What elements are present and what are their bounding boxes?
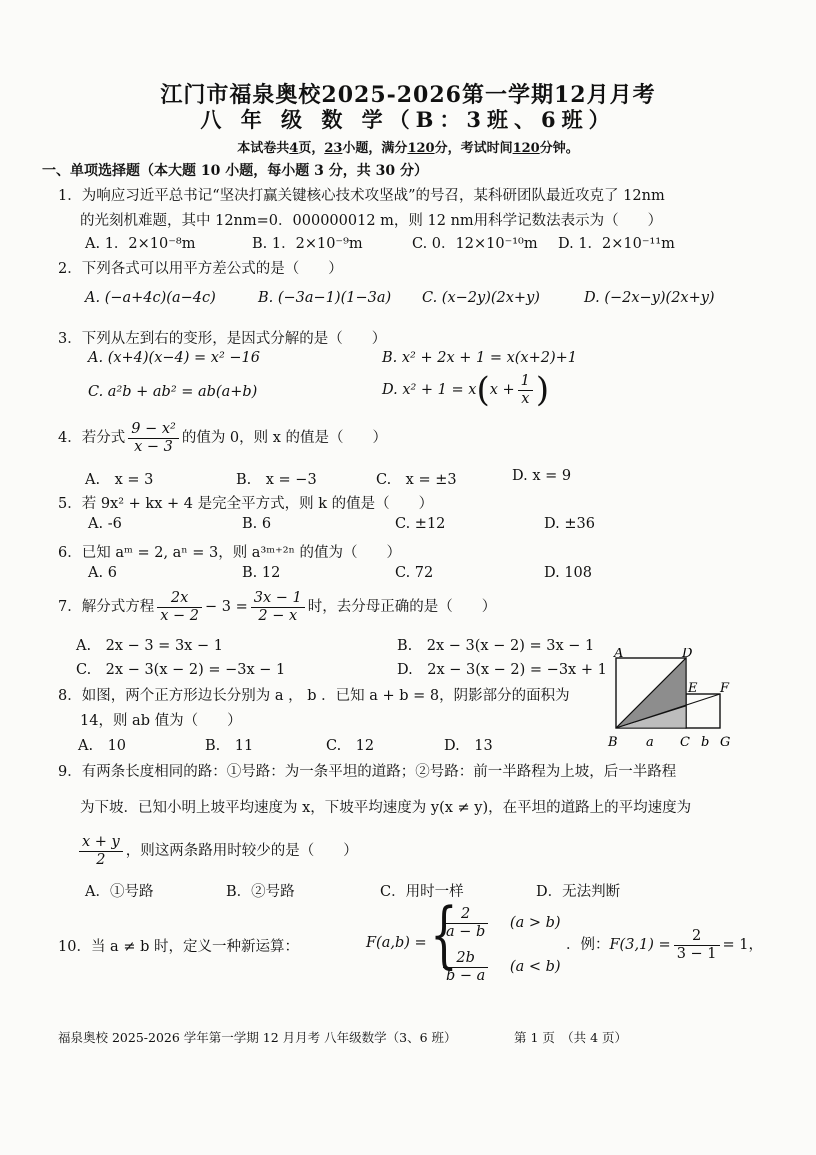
note-pages: 4 xyxy=(289,141,299,156)
q10-c2-cond: (a < b) xyxy=(509,959,561,976)
label-d-point: D xyxy=(682,648,693,661)
q4-option-c: C. x = ±3 xyxy=(376,472,457,488)
q8-option-d: D. 13 xyxy=(444,738,493,754)
q6-option-a: A. 6 xyxy=(88,565,117,581)
q1-option-d: D. 1．2×10⁻¹¹m xyxy=(558,236,675,252)
label-a-point: A xyxy=(614,648,624,661)
q10-c2-num: 2b xyxy=(443,950,488,968)
q3-d-den: x xyxy=(521,390,530,407)
q10-ex-f: F(3,1) = xyxy=(609,937,671,954)
q6-option-d: D. 108 xyxy=(544,565,593,581)
q10-func: F(a,b) = xyxy=(366,935,427,951)
q7-post: 时，去分母正确的是（ ） xyxy=(307,599,497,616)
q5-stem: 5．若 9x² + kx + 4 是完全平方式，则 k 的值是（ ） xyxy=(58,496,434,512)
q4-option-a: A. x = 3 xyxy=(85,472,154,488)
q3-d-x: x + xyxy=(489,382,515,398)
q4-stem xyxy=(58,421,387,455)
label-f-point: F xyxy=(720,681,730,696)
q10-case2 xyxy=(440,950,561,984)
exam-note xyxy=(0,137,816,156)
q9-line3-text: ，则这两条路用时较少的是（ ） xyxy=(125,843,358,860)
q8-line2: 14，则 ab 值为（ ） xyxy=(80,713,242,729)
section-heading: 一、单项选择题（本大题 10 小题，每小题 3 分，共 30 分） xyxy=(42,163,428,179)
q3-option-b: B. x² + 2x + 1 = x(x+2)+1 xyxy=(382,350,578,366)
note-q-unit: 小题，满分 xyxy=(342,141,408,156)
q3-option-a: A. (x+4)(x−4) = x² −16 xyxy=(88,350,260,366)
note-questions: 23 xyxy=(324,141,343,156)
exam-subtitle: 八 年 级 数 学（B：3班、6班） xyxy=(200,107,616,132)
q7-den1: x − 2 xyxy=(160,607,200,624)
q3-d-left: D. x² + 1 = x xyxy=(382,382,477,398)
q4-option-d: D. x = 9 xyxy=(512,468,572,484)
q4-den: x − 3 xyxy=(134,438,173,455)
q7-num1: 2x xyxy=(157,590,202,608)
footer-left: 福泉奥校 2025-2026 学年第一学期 12 月月考 八年级数学（3、6 班） xyxy=(58,1030,457,1045)
q7-option-a: A. 2x − 3 = 3x − 1 xyxy=(76,638,223,654)
q9-line1: 9．有两条长度相同的路：①号路：为一条平坦的道路；②号路：前一半路程为上坡，后一半路程 xyxy=(58,764,677,780)
exam-title: 江门市福泉奥校2025-2026第一学期12月月考 xyxy=(160,82,656,108)
note-time-unit: 分钟。 xyxy=(539,141,579,156)
q9-option-b: B．②号路 xyxy=(226,884,295,900)
q10-c1-den: a − b xyxy=(446,923,486,940)
q9-option-a: A．①号路 xyxy=(85,884,154,900)
q2-option-d: D. (−2x−y)(2x+y) xyxy=(584,290,715,306)
q3-option-d xyxy=(382,370,549,410)
q5-option-b: B. 6 xyxy=(242,516,272,532)
q10-case1 xyxy=(440,906,561,940)
q9-option-c: C．用时一样 xyxy=(380,884,464,900)
q1-option-b: B. 1．2×10⁻⁹m xyxy=(252,236,363,252)
q8-option-c: C. 12 xyxy=(326,738,375,754)
q8-option-b: B. 11 xyxy=(205,738,254,754)
q9-den: 2 xyxy=(96,851,106,868)
q9-line2: 为下坡．已知小明上坡平均速度为 x，下坡平均速度为 y(x ≠ y)，在平坦的道路上的平均速度为 xyxy=(80,800,692,816)
q5-option-a: A. -6 xyxy=(88,516,122,532)
q4-num: 9 − x² xyxy=(128,421,179,439)
q5-option-c: C. ±12 xyxy=(395,516,446,532)
q2-option-b: B. (−3a−1)(1−3a) xyxy=(258,290,392,306)
q7-num2: 3x − 1 xyxy=(251,590,305,608)
label-b-length: b xyxy=(701,735,710,750)
q9-line3 xyxy=(76,834,358,868)
label-a-length: a xyxy=(646,735,654,750)
q9-num: x + y xyxy=(79,834,123,852)
q3-stem: 3．下列从左到右的变形，是因式分解的是（ ） xyxy=(58,331,387,347)
q3-option-c: C. a²b + ab² = ab(a+b) xyxy=(88,384,258,400)
q7-option-b: B. 2x − 3(x − 2) = 3x − 1 xyxy=(397,638,595,654)
q10-pre: 10．当 a ≠ b 时，定义一种新运算： xyxy=(58,939,299,955)
label-e-point: E xyxy=(688,681,698,696)
q6-option-b: B. 12 xyxy=(242,565,281,581)
q5-option-d: D. ±36 xyxy=(544,516,595,532)
q2-option-c: C. (x−2y)(2x+y) xyxy=(422,290,540,306)
q2-option-a: A. (−a+4c)(a−4c) xyxy=(85,290,216,306)
q7-pre: 7．解分式方程 xyxy=(58,599,155,616)
q7-option-d: D. 2x − 3(x − 2) = −3x + 1 xyxy=(397,662,607,678)
q4-pre: 4．若分式 xyxy=(58,430,126,447)
q3-d-rparen: ) xyxy=(535,370,550,410)
q1-line2: 的光刻机难题，其中 12nm=0．000000012 m，则 12 nm用科学记数法表示为（ ） xyxy=(80,213,663,229)
q1-option-c: C. 0．12×10⁻¹⁰m xyxy=(412,236,538,252)
note-time: 120 xyxy=(512,141,540,156)
note-score: 120 xyxy=(407,141,435,156)
q10-c2-den: b − a xyxy=(446,967,486,984)
q1-line1: 1．为响应习近平总书记“坚决打赢关键核心技术攻坚战”的号召，某科研团队最近攻克了 12nm xyxy=(58,188,665,204)
q7-den2: 2 − x xyxy=(258,607,298,624)
q10-c1-num: 2 xyxy=(443,906,488,924)
q4-post: 的值为 0，则 x 的值是（ ） xyxy=(181,430,388,447)
note-score-unit: 分，考试时间 xyxy=(434,141,513,156)
q6-stem: 6．已知 aᵐ = 2, aⁿ = 3，则 a³ᵐ⁺²ⁿ 的值为（ ） xyxy=(58,545,402,561)
note-prefix: 本试卷共 xyxy=(237,141,290,156)
label-c-point: C xyxy=(680,735,690,750)
q4-option-b: B. x = −3 xyxy=(236,472,317,488)
q1-option-a: A. 1．2×10⁻⁸m xyxy=(85,236,196,252)
q3-d-num: 1 xyxy=(518,373,533,391)
q10-brace: { xyxy=(430,892,458,976)
q6-option-c: C. 72 xyxy=(395,565,434,581)
q10-example xyxy=(566,928,763,962)
q2-stem: 2．下列各式可以用平方差公式的是（ ） xyxy=(58,261,343,277)
q3-d-lparen: ( xyxy=(476,370,490,410)
label-b-point: B xyxy=(608,735,618,750)
q9-option-d: D．无法判断 xyxy=(536,884,621,900)
q10-ex-den: 3 − 1 xyxy=(676,945,717,962)
q10-ex-num: 2 xyxy=(674,928,720,946)
q7-option-c: C. 2x − 3(x − 2) = −3x − 1 xyxy=(76,662,286,678)
q7-stem xyxy=(58,590,496,624)
note-pages-unit: 页， xyxy=(298,141,325,156)
q7-mid: − 3 = xyxy=(205,599,248,616)
footer-page-number: 第 1 页 （共 4 页） xyxy=(514,1030,628,1045)
q8-line1: 8．如图，两个正方形边长分别为 a ， b ．已知 a + b = 8，阴影部分的面积为 xyxy=(58,688,570,704)
q10-c1-cond: (a > b) xyxy=(509,915,561,932)
q10-ex-post: = 1， xyxy=(722,937,764,954)
q8-option-a: A. 10 xyxy=(78,738,127,754)
q10-ex-pre: ．例： xyxy=(566,937,610,954)
label-g-point: G xyxy=(720,735,731,750)
q8-squares-figure xyxy=(604,648,744,750)
